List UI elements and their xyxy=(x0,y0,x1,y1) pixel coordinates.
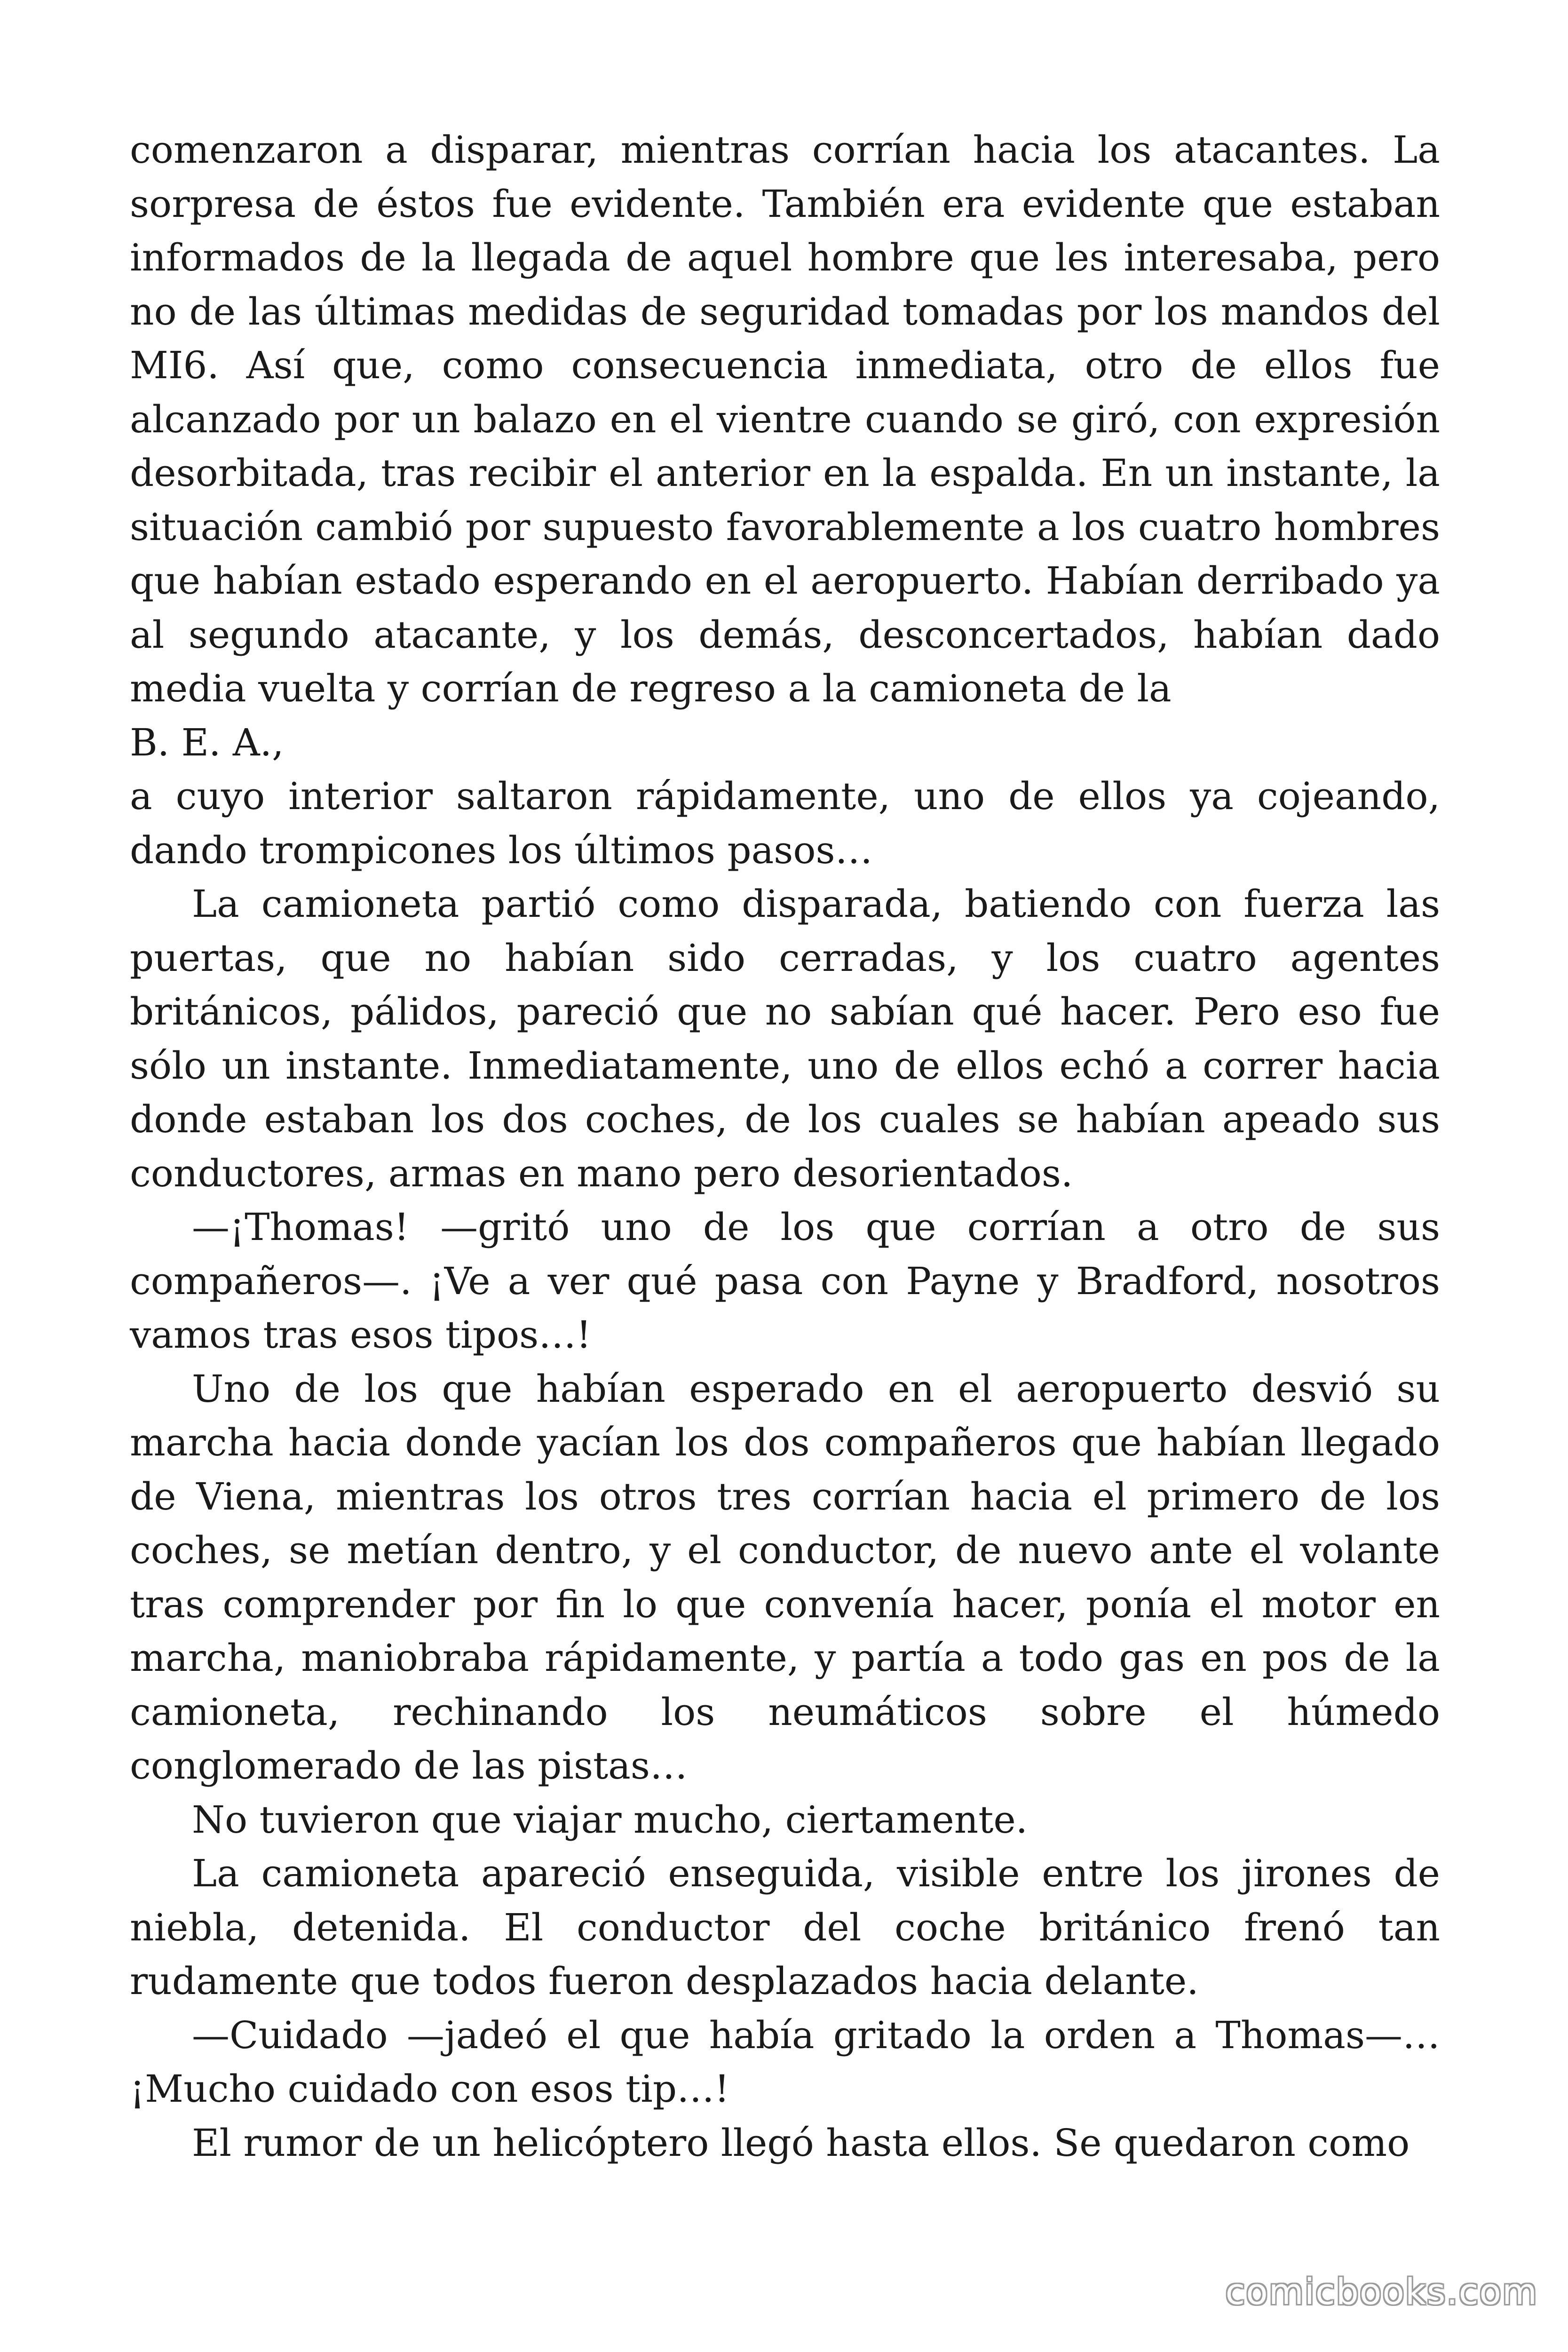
paragraph-continued: comenzaron a disparar, mientras corrían hacia los atacantes. La sorpresa de éstos fue evidente. También era evidente que estaban informados de la llegada de aquel hombre que les interesaba, pero no de las últimas medidas de seguridad tomadas por los mandos del MI6. Así que, como consecuencia inmediata, otro de ellos fue alcanzado por un balazo en el vientre cuando se giró, con expresión desorbitada, tras recibir el anterior en la espalda. En un instante, la situación cambió por supuesto favorablemente a los cuatro hombres que habían estado esperando en el aeropuerto. Habían derribado ya al segundo atacante, y los demás, desconcertados, habían dado media vuelta y corrían de regreso a la camioneta de la xyxy=(130,128,1440,710)
paragraph-continuation: a cuyo interior saltaron rápidamente, uno de ellos ya cojeando, dando trompicones los últimos pasos… xyxy=(130,774,1440,872)
paragraph: No tuvieron que viajar mucho, ciertamente. xyxy=(192,1797,1028,1842)
paragraph-abbreviation: B. E. A., xyxy=(130,720,284,764)
paragraph: El rumor de un helicóptero llegó hasta ellos. Se quedaron como xyxy=(192,2121,1410,2165)
book-page-text xyxy=(130,123,1440,2170)
paragraph-dialogue: —Cuidado —jadeó el que había gritado la orden a Thomas—… ¡Mucho cuidado con esos tip…! xyxy=(130,2013,1440,2111)
paragraph: Uno de los que habían esperado en el aeropuerto desvió su marcha hacia donde yacían los dos compañeros que habían llegado de Viena, mientras los otros tres corrían hacia el primero de los coches, se metían dentro, y el conductor, de nuevo ante el volante tras comprender por fin lo que convenía hacer, ponía el motor en marcha, maniobraba rápidamente, y partía a todo gas en pos de la camioneta, rechinando los neumáticos sobre el húmedo conglomerado de las pistas… xyxy=(130,1367,1440,1788)
paragraph-dialogue: —¡Thomas! —gritó uno de los que corrían a otro de sus compañeros—. ¡Ve a ver qué pasa con Payne y Bradford, nosotros vamos tras esos tipos…! xyxy=(130,1205,1440,1357)
watermark-logo: comicbooks.com xyxy=(1225,2271,1538,2312)
paragraph: La camioneta partió como disparada, batiendo con fuerza las puertas, que no habían sido cerradas, y los cuatro agentes británicos, pálidos, pareció que no sabían qué hacer. Pero eso fue sólo un instante. Inmediatamente, uno de ellos echó a correr hacia donde estaban los dos coches, de los cuales se habían apeado sus conductores, armas en mano pero desorientados. xyxy=(130,882,1440,1195)
paragraph: La camioneta apareció enseguida, visible entre los jirones de niebla, detenida. El conductor del coche británico frenó tan rudamente que todos fueron desplazados hacia delante. xyxy=(130,1851,1440,2003)
